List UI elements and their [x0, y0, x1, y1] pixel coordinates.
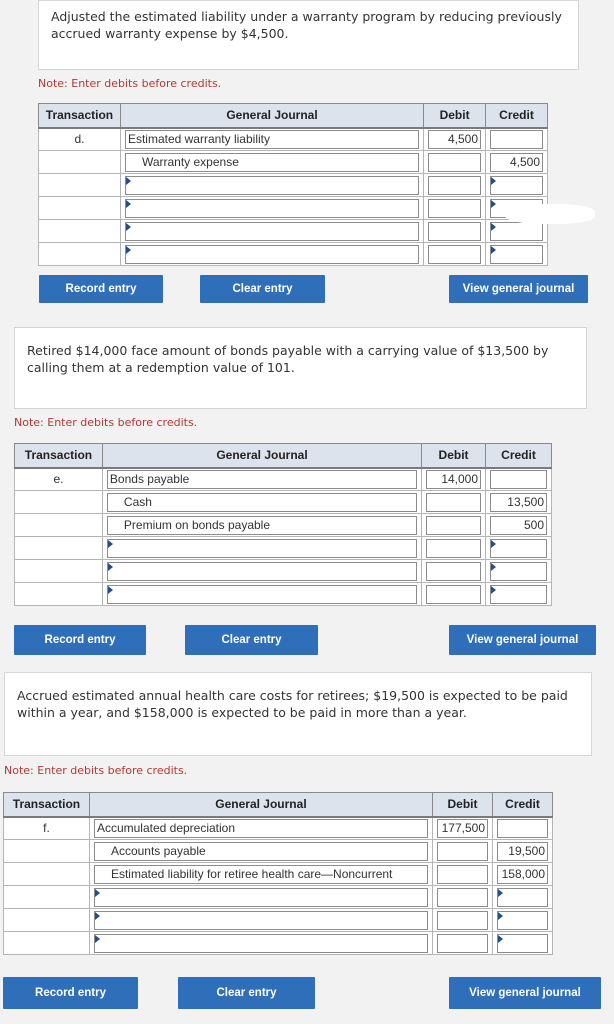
credit-input[interactable] [490, 222, 543, 241]
account-input[interactable]: Warranty expense [125, 153, 419, 172]
prompt-f [4, 672, 592, 756]
credit-input[interactable] [497, 819, 548, 838]
record-entry-button-e[interactable]: Record entry [14, 625, 146, 655]
table-row [15, 468, 552, 491]
header-credit: Credit [486, 104, 548, 128]
account-input[interactable] [107, 585, 417, 604]
credit-input[interactable] [497, 934, 548, 953]
header-general-journal: General Journal [102, 444, 421, 468]
credit-input[interactable]: 4,500 [490, 153, 543, 172]
credit-input[interactable] [497, 911, 548, 930]
account-input[interactable]: Estimated warranty liability [125, 130, 419, 149]
credit-input[interactable] [490, 585, 547, 604]
header-credit: Credit [493, 793, 553, 817]
header-credit: Credit [486, 444, 552, 468]
dropdown-marker-icon [108, 563, 113, 571]
account-input[interactable] [125, 176, 419, 195]
prompt-text: Adjusted the estimated liability under a warranty program by reducing previously accrued warranty expense by $4,500. [51, 9, 562, 41]
credit-input[interactable] [490, 539, 547, 558]
header-debit: Debit [424, 104, 486, 128]
debit-input[interactable] [428, 153, 481, 172]
dropdown-marker-icon [95, 935, 100, 943]
dropdown-marker-icon [491, 540, 496, 548]
table-row [15, 537, 552, 560]
transaction-cell [39, 151, 121, 174]
debit-input[interactable]: 177,500 [437, 819, 488, 838]
table-row [15, 560, 552, 583]
account-input[interactable] [125, 199, 419, 218]
record-entry-button-d[interactable]: Record entry [39, 275, 163, 303]
view-general-journal-button-f[interactable]: View general journal [449, 977, 601, 1009]
clear-entry-button-e[interactable]: Clear entry [185, 625, 318, 655]
dropdown-marker-icon [491, 563, 496, 571]
note-d: Note: Enter debits before credits. [38, 77, 222, 90]
dropdown-marker-icon [95, 912, 100, 920]
dropdown-marker-icon [108, 540, 113, 548]
prompt-d [38, 0, 579, 70]
debit-input[interactable] [426, 562, 481, 581]
account-input[interactable]: Bonds payable [107, 470, 417, 489]
header-debit: Debit [433, 793, 493, 817]
debit-input[interactable] [428, 245, 481, 264]
credit-input[interactable] [497, 888, 548, 907]
dropdown-marker-icon [126, 246, 131, 254]
debit-input[interactable] [428, 222, 481, 241]
debit-input[interactable] [437, 911, 488, 930]
debit-input[interactable] [437, 934, 488, 953]
table-row [4, 817, 553, 840]
account-input[interactable]: Accumulated depreciation [94, 819, 428, 838]
note-f: Note: Enter debits before credits. [4, 764, 188, 777]
dropdown-marker-icon [498, 935, 503, 943]
credit-input[interactable] [490, 130, 543, 149]
debit-input[interactable] [426, 539, 481, 558]
account-input[interactable]: Accounts payable [94, 842, 428, 861]
debit-input[interactable]: 4,500 [428, 130, 481, 149]
journal-table-e [14, 443, 552, 606]
obscured-area [505, 204, 595, 224]
table-row [39, 128, 548, 151]
table-row [39, 243, 548, 266]
header-general-journal: General Journal [120, 104, 423, 128]
credit-input[interactable]: 158,000 [497, 865, 548, 884]
debit-input[interactable] [437, 842, 488, 861]
dropdown-marker-icon [491, 177, 496, 185]
journal-table-d [38, 103, 548, 266]
dropdown-marker-icon [498, 889, 503, 897]
account-input[interactable] [94, 888, 428, 907]
credit-input[interactable] [490, 562, 547, 581]
transaction-cell: d. [39, 128, 121, 151]
credit-input[interactable]: 19,500 [497, 842, 548, 861]
prompt-text: Retired $14,000 face amount of bonds payable with a carrying value of $13,500 by calling them at a redemption value of 101. [27, 343, 549, 375]
table-row [4, 886, 553, 909]
table-row [4, 932, 553, 955]
header-general-journal: General Journal [89, 793, 432, 817]
dropdown-marker-icon [491, 586, 496, 594]
clear-entry-button-d[interactable]: Clear entry [200, 275, 325, 303]
view-general-journal-button-e[interactable]: View general journal [449, 625, 596, 655]
debit-input[interactable]: 14,000 [426, 470, 481, 489]
note-e: Note: Enter debits before credits. [14, 416, 198, 429]
debit-input[interactable] [426, 493, 481, 512]
dropdown-marker-icon [491, 200, 496, 208]
account-input[interactable]: Estimated liability for retiree health care—Noncurrent [94, 865, 428, 884]
transaction-cell: f. [4, 817, 90, 840]
debit-input[interactable] [426, 516, 481, 535]
dropdown-marker-icon [126, 223, 131, 231]
debit-input[interactable] [428, 199, 481, 218]
debit-input[interactable] [428, 176, 481, 195]
debit-input[interactable] [426, 585, 481, 604]
table-row [15, 514, 552, 537]
clear-entry-button-f[interactable]: Clear entry [178, 977, 315, 1009]
debit-input[interactable] [437, 888, 488, 907]
account-input[interactable] [94, 911, 428, 930]
header-transaction: Transaction [39, 104, 121, 128]
view-general-journal-button-d[interactable]: View general journal [449, 275, 588, 303]
table-row [4, 909, 553, 932]
table-row [4, 863, 553, 886]
table-row [39, 174, 548, 197]
journal-table-f [3, 792, 553, 955]
account-input[interactable]: Cash [107, 493, 417, 512]
credit-input[interactable]: 13,500 [490, 493, 547, 512]
dropdown-marker-icon [498, 912, 503, 920]
table-row [39, 151, 548, 174]
credit-input[interactable] [490, 470, 547, 489]
credit-input[interactable] [490, 176, 543, 195]
debit-input[interactable] [437, 865, 488, 884]
dropdown-marker-icon [126, 200, 131, 208]
credit-input[interactable]: 500 [490, 516, 547, 535]
dropdown-marker-icon [126, 177, 131, 185]
dropdown-marker-icon [491, 223, 496, 231]
dropdown-marker-icon [95, 889, 100, 897]
table-row [4, 840, 553, 863]
account-input[interactable] [125, 245, 419, 264]
dropdown-marker-icon [491, 246, 496, 254]
account-input[interactable] [94, 934, 428, 953]
account-input[interactable] [107, 539, 417, 558]
record-entry-button-f[interactable]: Record entry [3, 977, 138, 1009]
header-transaction: Transaction [15, 444, 103, 468]
table-row [15, 583, 552, 606]
prompt-text: Accrued estimated annual health care costs for retirees; $19,500 is expected to be paid within a year, and $158,000 is expected to be paid in more than a year. [17, 688, 568, 720]
transaction-cell: e. [15, 468, 103, 491]
dropdown-marker-icon [108, 586, 113, 594]
prompt-e [14, 327, 587, 409]
table-row [39, 220, 548, 243]
account-input[interactable] [107, 562, 417, 581]
table-row [39, 197, 548, 220]
account-input[interactable] [125, 222, 419, 241]
header-transaction: Transaction [4, 793, 90, 817]
credit-input[interactable] [490, 245, 543, 264]
header-debit: Debit [422, 444, 486, 468]
account-input[interactable]: Premium on bonds payable [107, 516, 417, 535]
table-row [15, 491, 552, 514]
